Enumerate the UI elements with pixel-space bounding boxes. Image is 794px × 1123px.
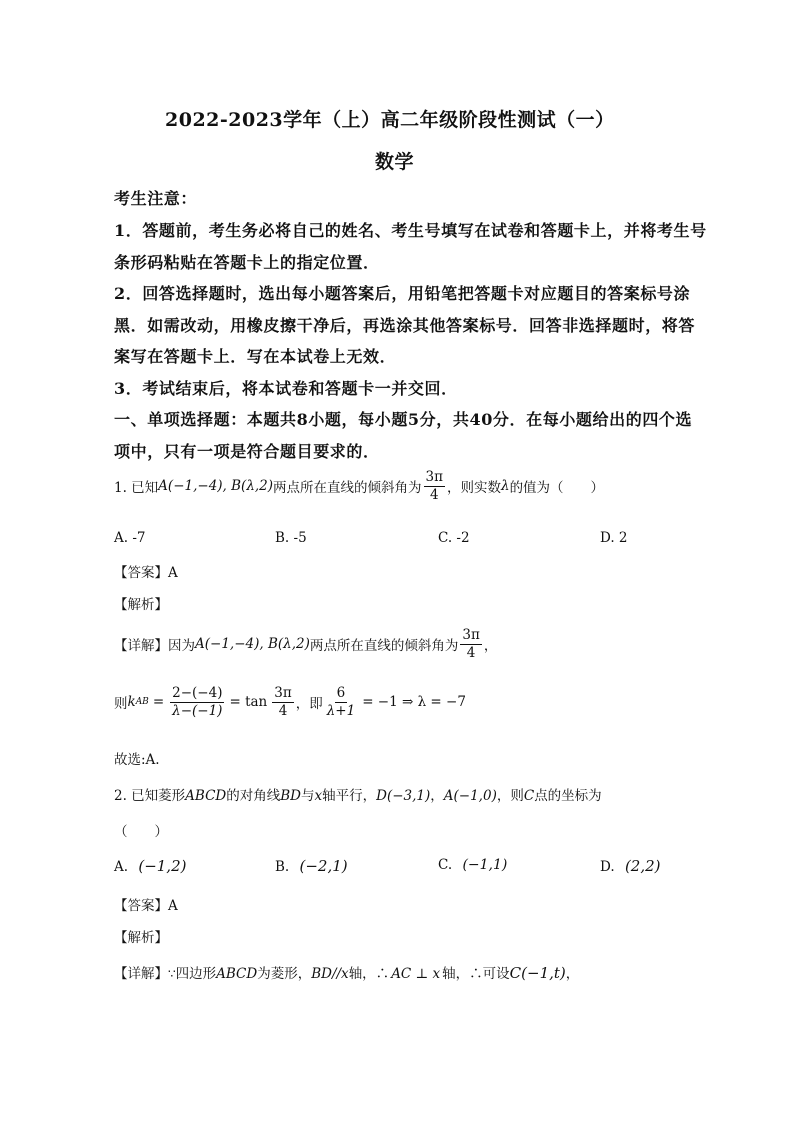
q1-k-sub: AB (135, 697, 149, 708)
q1-detail-num: 3π (462, 627, 480, 643)
q2-option-c-value: (−1,1) (462, 857, 508, 873)
notice-line-5: 案写在答题卡上．写在本试卷上无效． (114, 347, 397, 366)
q2-option-a-value: (−1,2) (138, 857, 187, 875)
q2-abcd: ABCD (185, 788, 227, 804)
question-2-stem (114, 784, 602, 804)
q1-option-c: C. -2 (438, 530, 470, 546)
q2-detail-prefix: 【详解】 (114, 966, 168, 982)
q1-end: 的值为（ ） (509, 480, 605, 497)
q2-analysis-label: 【解析】 (114, 930, 168, 946)
q1-option-a: A. -7 (114, 530, 146, 546)
q1-eq: = (152, 694, 165, 711)
q2-option-c (438, 857, 507, 873)
q2-mid1: 的对角线 (226, 788, 281, 804)
q2-option-b-value: (−2,1) (299, 857, 348, 875)
q2-mid3: 轴平行， (322, 788, 377, 804)
q1-calc-prefix: 则 (114, 696, 128, 713)
q1-tan: = tan (229, 694, 268, 711)
q2-sep: ， (430, 788, 444, 804)
subject-title: 数学 (375, 151, 415, 173)
q2-point-d: D(−3,1) (376, 788, 431, 804)
q1-angle-num: 3π (425, 469, 443, 485)
q2-x: x (314, 788, 323, 804)
q2-option-d-label: D. (600, 859, 615, 875)
section-heading-line-1: 一、单项选择题：本题共8小题，每小题5分，共40分．在每小题给出的四个选 (114, 410, 693, 429)
q2-mid2: 与 (301, 788, 315, 804)
q1-tan-fraction (272, 686, 293, 719)
notice-line-1: 1．答题前，考生务必将自己的姓名、考生号填写在试卷和答题卡上，并将考生号 (114, 221, 707, 240)
q2-point-a: A(−1,0) (443, 788, 497, 804)
q1-prefix: 1. 已知 (114, 480, 159, 497)
notice-line-3: 2．回答选择题时，选出每小题答案后，用铅笔把答题卡对应题目的答案标号涂 (114, 284, 691, 303)
q1-answer: 【答案】A (114, 565, 178, 581)
notice-line-2: 条形码粘贴在答题卡上的指定位置． (114, 253, 380, 272)
exam-title: 2022-2023学年（上）高二年级阶段性测试（一） (165, 109, 615, 131)
q1-slope-fraction (170, 686, 224, 719)
q1-detail-mid: 两点所在直线的倾斜角为 (309, 638, 459, 655)
q1-slope-num: 2−(−4) (172, 685, 223, 701)
q1-lambda-num: 6 (336, 685, 346, 701)
q1-suffix: ，则实数 (447, 480, 501, 497)
q1-detail-line (114, 628, 497, 661)
q2-bd: BD (280, 788, 301, 804)
notice-line-6: 3．考试结束后，将本试卷和答题卡一并交回． (114, 379, 458, 398)
q1-result: = −1 ⇒ λ = −7 (362, 694, 466, 711)
q2-end: 点的坐标为 (534, 788, 602, 804)
q1-option-d: D. 2 (600, 530, 628, 546)
q2-detail-line (114, 962, 579, 982)
q1-k: k (127, 694, 136, 711)
q1-angle-fraction (424, 470, 445, 503)
q1-detail-fraction (460, 628, 481, 661)
q2-detail-c: C(−1,t) (509, 964, 566, 982)
q1-detail-points: A(−1,−4), B(λ,2) (195, 636, 310, 653)
q2-detail-ac: AC ⊥ x (391, 966, 441, 982)
q1-option-b: B. -5 (275, 530, 307, 546)
q2-detail1: 四边形 (175, 966, 217, 982)
q1-detail-end: ， (483, 638, 498, 655)
q2-option-a (114, 857, 186, 875)
q2-option-d (600, 857, 661, 875)
notice-heading: 考生注意： (114, 189, 198, 208)
section-heading-line-2: 项中，只有一项是符合题目要求的． (114, 442, 380, 461)
q2-detail-abcd: ABCD (216, 966, 258, 982)
q1-middle: 两点所在直线的倾斜角为 (273, 480, 422, 497)
q2-option-c-label: C. (438, 857, 453, 873)
q1-detail-den: 4 (466, 644, 476, 661)
question-1-stem (114, 470, 604, 503)
q2-detail3: 轴，∴ (348, 966, 390, 982)
q1-slope-den: λ−(−1) (172, 702, 223, 719)
q2-mid4: ，则 (496, 788, 524, 804)
q1-lambda: λ (501, 478, 510, 495)
q2-paren: （ ） (114, 824, 168, 840)
q2-option-a-label: A. (114, 859, 129, 875)
q2-option-b-label: B. (275, 859, 290, 875)
q2-detail-bd: BD//x (311, 966, 349, 982)
q2-answer: 【答案】A (114, 898, 178, 914)
q2-option-b (275, 857, 348, 875)
q1-lambda-fraction (325, 686, 357, 719)
q1-ji: ，即 (295, 696, 323, 713)
q1-points: A(−1,−4), B(λ,2) (158, 478, 274, 495)
q1-tan-den: 4 (278, 702, 288, 719)
q1-tan-num: 3π (274, 685, 292, 701)
notice-line-4: 黑．如需改动，用橡皮擦干净后，再选涂其他答案标号．回答非选择题时，将答 (114, 316, 696, 335)
q2-detail4: 轴，∴可设 (442, 966, 510, 982)
q2-detail2: 为菱形， (257, 966, 312, 982)
q2-detail5: ， (565, 966, 580, 982)
q1-conclusion: 故选:A. (114, 752, 160, 768)
q2-prefix: 2. 已知菱形 (114, 788, 186, 804)
q2-c: C (523, 788, 535, 804)
because-icon: ∵ (168, 967, 176, 981)
q1-lambda-den: λ+1 (326, 702, 356, 719)
q1-angle-den: 4 (429, 486, 439, 503)
q1-calculation-line (114, 686, 466, 719)
q1-analysis-label: 【解析】 (114, 597, 168, 613)
q1-detail-prefix: 【详解】因为 (114, 638, 195, 655)
q2-option-d-value: (2,2) (624, 857, 661, 875)
